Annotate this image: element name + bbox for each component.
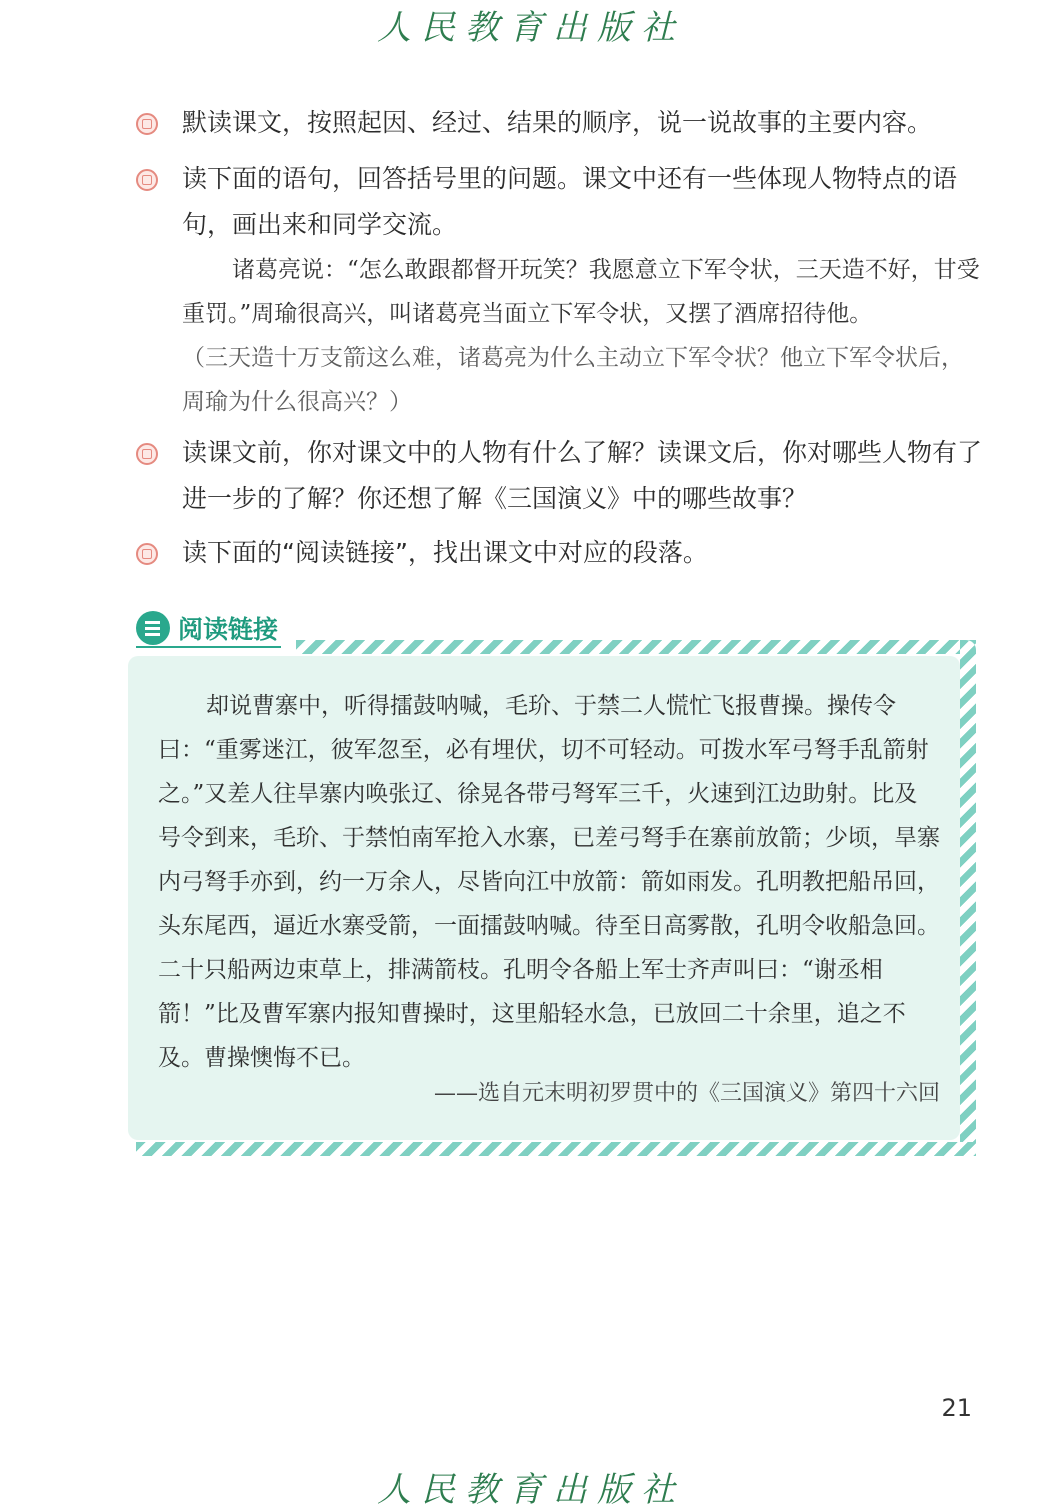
exercise-item-3	[136, 430, 982, 522]
quote-question: （三天造十万支箭这么难，诸葛亮为什么主动立下军令状？他立下军令状后，周瑜为什么很高兴？）	[182, 345, 964, 415]
seal-bullet-icon	[136, 443, 158, 465]
publisher-footer-logo: 人民教育出版社	[377, 1470, 685, 1510]
exercise-item-1	[136, 100, 982, 146]
exercise-item-2	[136, 156, 982, 248]
exercise-text: 读下面的“阅读链接”，找出课文中对应的段落。	[182, 538, 708, 567]
title-underline	[136, 646, 281, 648]
exercise-text: 默读课文，按照起因、经过、结果的顺序，说一说故事的主要内容。	[182, 108, 933, 137]
quote-text: 诸葛亮说：“怎么敢跟都督开玩笑？我愿意立下军令状，三天造不好，甘受重罚。”周瑜很高兴，叫诸葛亮当面立下军令状，又摆了酒席招待他。	[182, 257, 980, 327]
exercise-text: 读课文前，你对课文中的人物有什么了解？读课文后，你对哪些人物有了进一步的了解？你还想了解《三国演义》中的哪些故事？	[182, 438, 983, 513]
seal-bullet-icon	[136, 169, 158, 191]
seal-bullet-icon	[136, 543, 158, 565]
reading-link-passage: 却说曹寨中，听得擂鼓呐喊，毛玠、于禁二人慌忙飞报曹操。操传令曰：“重雾迷江，彼军忽至，必有埋伏，切不可轻动。可拨水军弓弩手乱箭射之。”又差人往旱寨内唤张辽、徐晃各带弓弩军三千，火速到江边助射。比及号令到来，毛玠、于禁怕南军抢入水寨，已差弓弩手在寨前放箭；少顷，旱寨内弓弩手亦到，约一万余人，尽皆向江中放箭：箭如雨发。孔明教把船吊回，头东尾西，逼近水寨受箭，一面擂鼓呐喊。待至日高雾散，孔明令收船急回。二十只船两边束草上，排满箭枝。孔明令各船上军士齐声叫曰：“谢丞相箭！”比及曹军寨内报知曹操时，这里船轻水急，已放回二十余里，追之不及。曹操懊悔不已。	[158, 693, 940, 1071]
reading-link-title: 阅读链接	[178, 615, 279, 644]
exercise-text: 读下面的语句，回答括号里的问题。课文中还有一些体现人物特点的语句，画出来和同学交流。	[182, 164, 958, 239]
quoted-passage	[182, 248, 982, 424]
publisher-header-logo: 人民教育出版社	[377, 8, 685, 48]
box-stripe-border-top	[296, 640, 976, 654]
page-number: 21	[941, 1394, 972, 1422]
seal-bullet-icon	[136, 113, 158, 135]
book-icon	[136, 611, 170, 645]
reading-link-source: ——选自元末明初罗贯中的《三国演义》第四十六回	[433, 1081, 940, 1106]
box-stripe-border-bottom	[136, 1142, 976, 1156]
exercise-item-4	[136, 530, 982, 576]
box-stripe-border-right	[960, 640, 976, 1156]
